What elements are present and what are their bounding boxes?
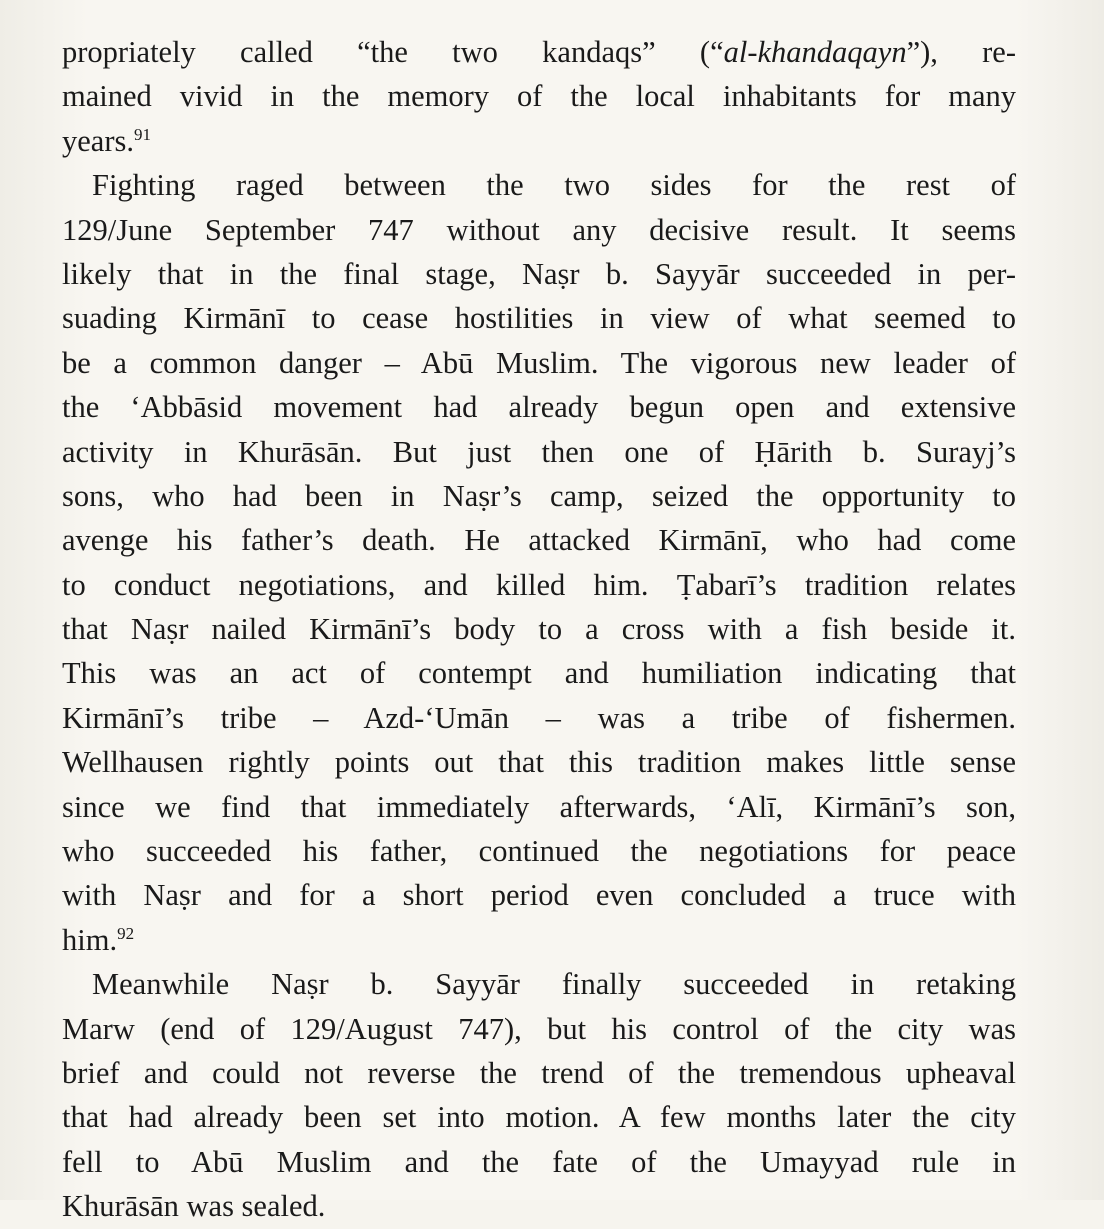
text-line: that had already been set into motion. A few months later the city [62,1100,1016,1135]
text-line: that Naṣr nailed Kirmānī’s body to a cross with a fish beside it. [62,612,1016,647]
text-line: the ‘Abbāsid movement had already begun open and extensive [62,390,1016,425]
text-line: Kirmānī’s tribe – Azd-‘Umān – was a tribe of fishermen. [62,700,1016,735]
text-line: avenge his father’s death. He attacked Kirmānī, who had come [62,523,1016,558]
text-line: Fighting raged between the two sides for the rest of [92,168,1016,203]
paragraph [62,962,1016,1228]
text-line: who succeeded his father, continued the negotiations for peace [62,834,1016,869]
text-line: This was an act of contempt and humiliation indicating that [62,656,1016,691]
text-line: sons, who had been in Naṣr’s camp, seized the opportunity to [62,478,1016,513]
text-line: fell to Abū Muslim and the fate of the Umayyad rule in [62,1144,1016,1179]
footnote-ref: 92 [117,923,135,943]
text-line: Khurāsān was sealed. [62,1189,326,1224]
text-line: be a common danger – Abū Muslim. The vigorous new leader of [62,345,1016,380]
text-line: with Naṣr and for a short period even concluded a truce with [62,878,1016,913]
text-line: propriately called “the two kandaqs” (“al-khandaqayn”), re- [62,35,1017,69]
paragraph [62,30,1016,163]
text-line: mained vivid in the memory of the local inhabitants for many [62,79,1016,114]
text-line: him.$^{92}$ [62,922,135,957]
text-line: years.$^{91}$ [62,123,151,158]
text-line: Wellhausen rightly points out that this tradition makes little sense [62,745,1016,780]
text-line: to conduct negotiations, and killed him. Ṭabarī’s tradition relates [62,567,1016,602]
text-line: brief and could not reverse the trend of the tremendous upheaval [62,1055,1016,1090]
text-line: activity in Khurāsān. But just then one of Ḥārith b. Surayj’s [62,434,1016,469]
text-line: Meanwhile Naṣr b. Sayyār finally succeeded in retaking [92,967,1016,1002]
text-line: suading Kirmānī to cease hostilities in view of what seemed to [62,301,1016,336]
italic-term: al-khandaqayn [723,35,907,69]
text-line: since we find that immediately afterwards, ‘Alī, Kirmānī’s son, [62,789,1016,824]
body-text [62,30,1016,1229]
footnote-ref: 91 [133,124,151,144]
paragraph [62,163,1016,962]
text-line: likely that in the final stage, Naṣr b. Sayyār succeeded in per- [62,256,1016,291]
text-line: 129/June September 747 without any decisive result. It seems [62,212,1016,247]
text-line: Marw (end of 129/August 747), but his control of the city was [62,1011,1016,1046]
